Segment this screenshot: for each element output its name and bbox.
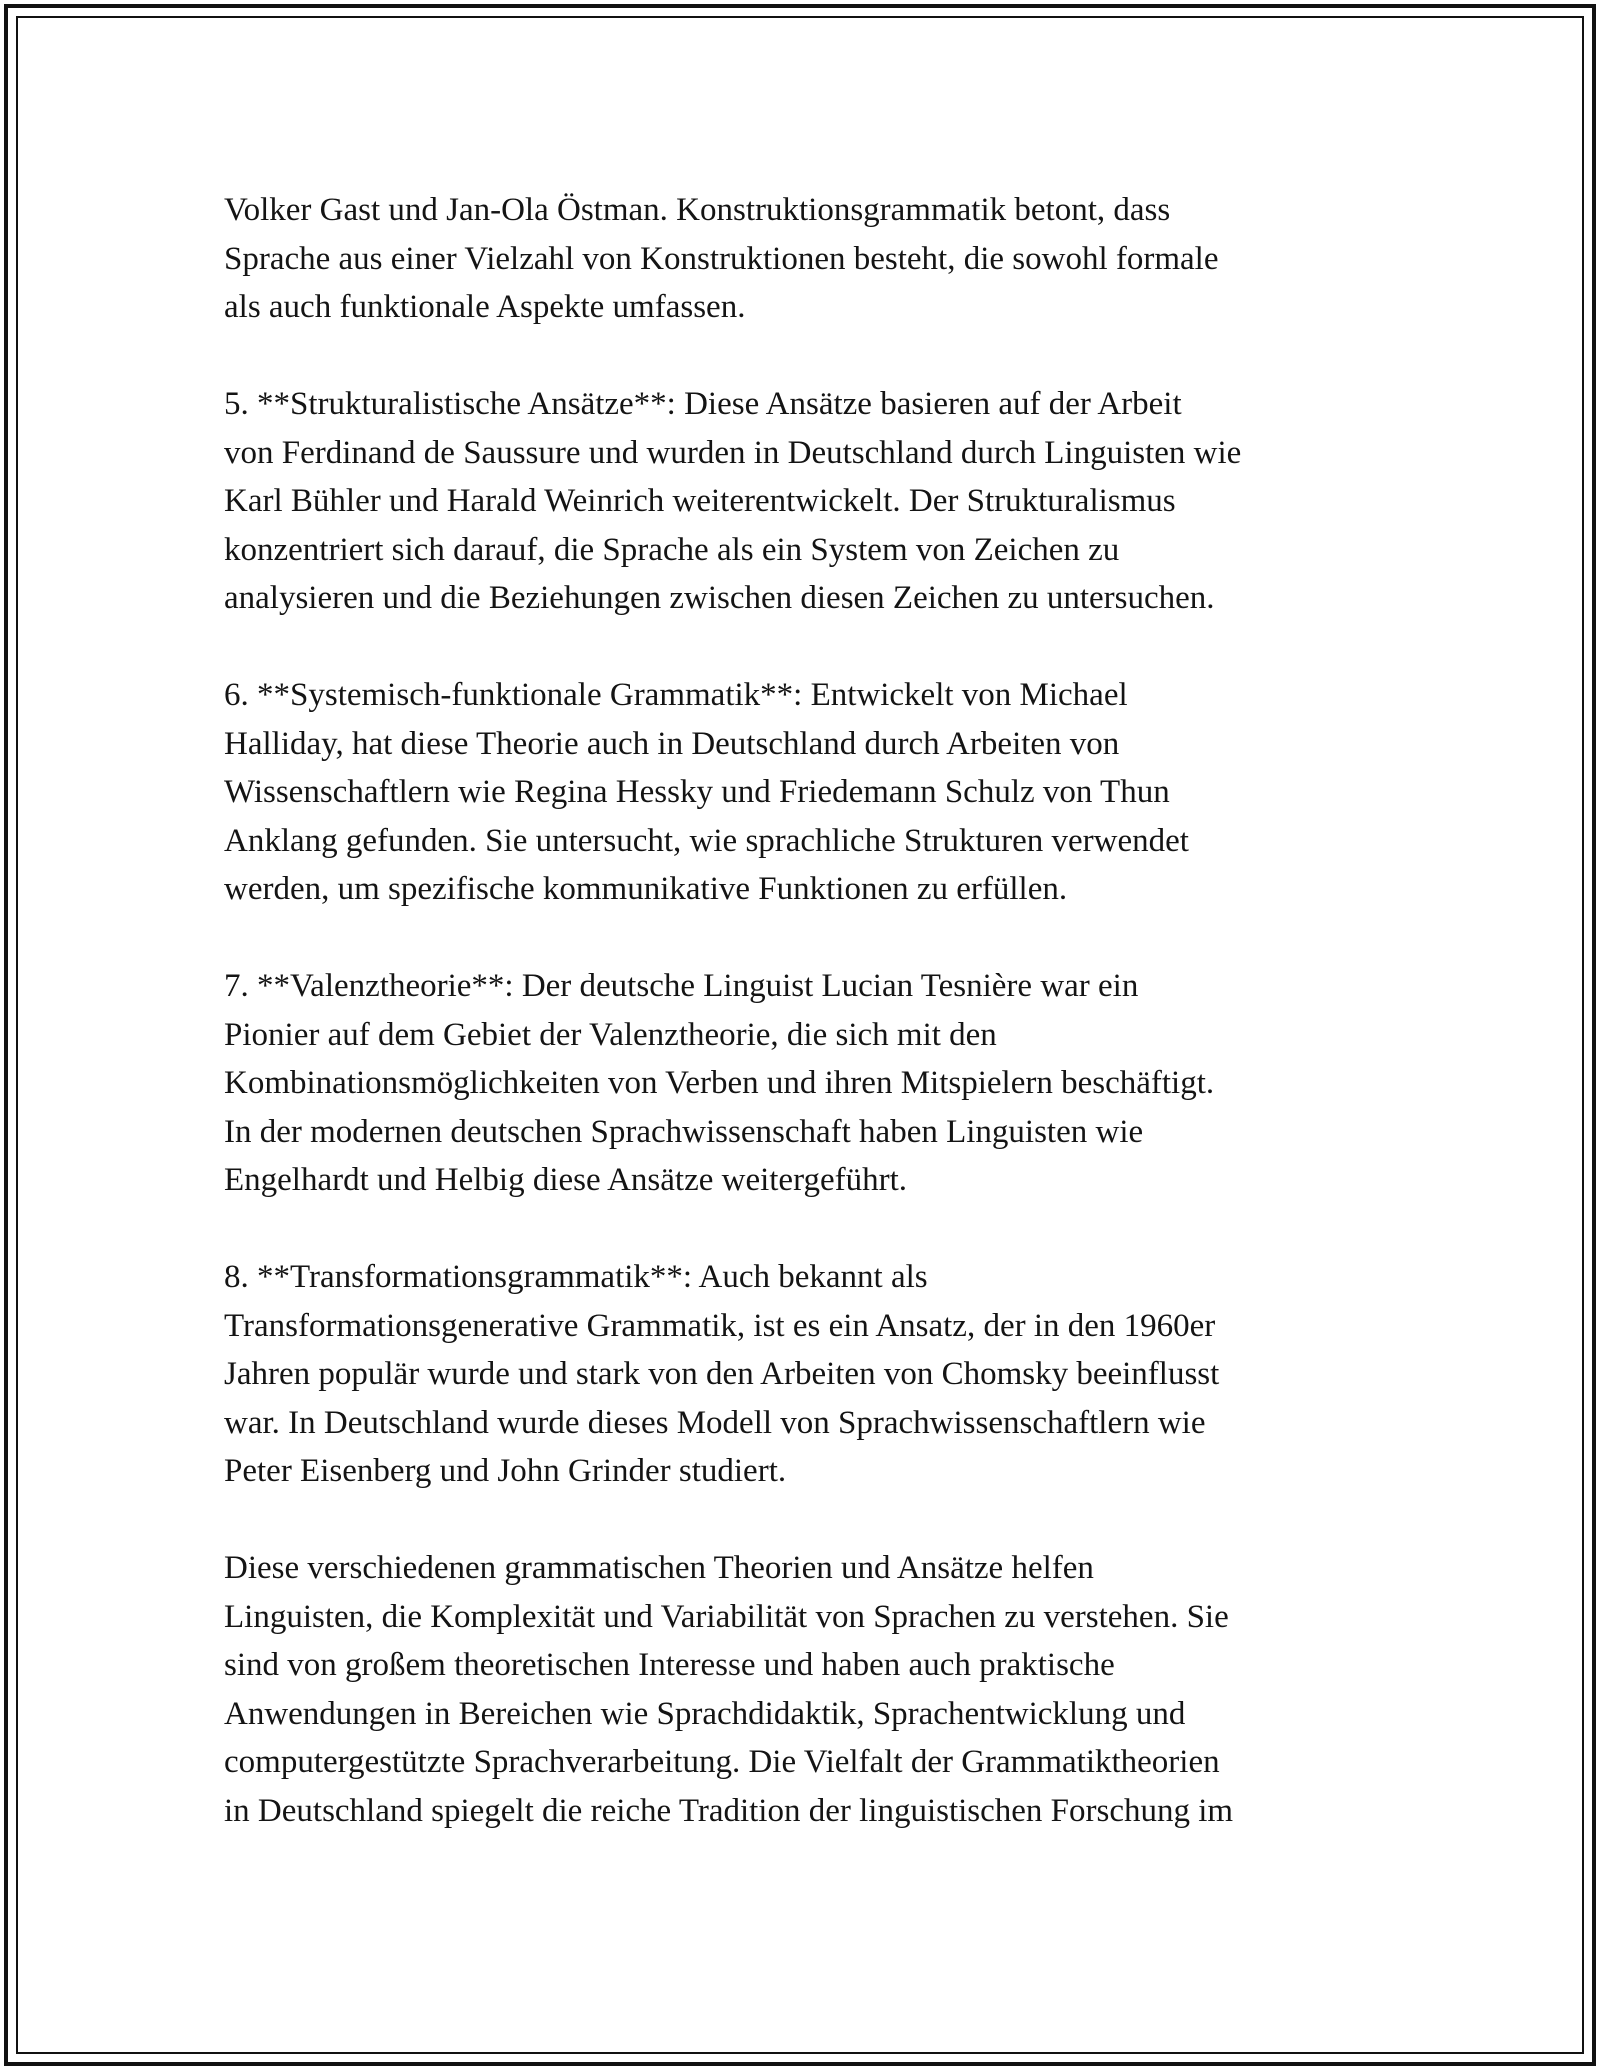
text-line: Transformationsgenerative Grammatik, ist es ein Ansatz, der in den 1960er — [224, 1307, 1216, 1344]
text-line: Volker Gast und Jan-Ola Östman. Konstruktionsgrammatik betont, dass — [224, 192, 1171, 228]
text-line: Sprache aus einer Vielzahl von Konstruktionen besteht, die sowohl formale — [224, 240, 1219, 277]
text-line: 6. **Systemisch-funktionale Grammatik**: Entwickelt von Michael — [224, 677, 1128, 713]
paragraph-valency-theory — [224, 962, 1374, 1205]
text-line: Jahren populär wurde und stark von den Arbeiten von Chomsky beeinflusst — [224, 1356, 1220, 1392]
text-line: konzentriert sich darauf, die Sprache als ein System von Zeichen zu — [224, 531, 1120, 568]
paragraph-structuralist-approaches — [224, 380, 1374, 623]
text-line: In der modernen deutschen Sprachwissenschaft haben Linguisten wie — [224, 1113, 1144, 1150]
text-line: 7. **Valenztheorie**: Der deutsche Linguist Lucian Tesnière war ein — [224, 968, 1139, 1004]
text-line: analysieren und die Beziehungen zwischen diesen Zeichen zu untersuchen. — [224, 580, 1215, 616]
text-line: Pionier auf dem Gebiet der Valenztheorie, die sich mit den — [224, 1016, 997, 1053]
text-line: Peter Eisenberg und John Grinder studiert. — [224, 1453, 787, 1489]
text-line: als auch funktionale Aspekte umfassen. — [224, 289, 746, 325]
text-line: Wissenschaftlern wie Regina Hessky und Friedemann Schulz von Thun — [224, 774, 1170, 810]
text-line: 8. **Transformationsgrammatik**: Auch bekannt als — [224, 1259, 928, 1295]
text-line: werden, um spezifische kommunikative Funktionen zu erfüllen. — [224, 871, 1068, 907]
document-body — [224, 186, 1374, 1884]
text-line: in Deutschland spiegelt die reiche Tradition der linguistischen Forschung im — [224, 1792, 1234, 1829]
text-line: Anwendungen in Bereichen wie Sprachdidaktik, Sprachentwicklung und — [224, 1695, 1186, 1732]
text-line: Karl Bühler und Harald Weinrich weiterentwickelt. Der Strukturalismus — [224, 483, 1176, 519]
paragraph-systemic-functional-grammar — [224, 671, 1374, 914]
text-line: 5. **Strukturalistische Ansätze**: Diese Ansätze basieren auf der Arbeit — [224, 386, 1182, 422]
text-line: Anklang gefunden. Sie untersucht, wie sprachliche Strukturen verwendet — [224, 822, 1189, 859]
paragraph-conclusion — [224, 1544, 1374, 1835]
text-line: Linguisten, die Komplexität und Variabilität von Sprachen zu verstehen. Sie — [224, 1598, 1229, 1635]
text-line: Engelhardt und Helbig diese Ansätze weitergeführt. — [224, 1162, 908, 1198]
text-line: von Ferdinand de Saussure und wurden in Deutschland durch Linguisten wie — [224, 434, 1242, 471]
text-line: sind von großem theoretischen Interesse und haben auch praktische — [224, 1647, 1115, 1683]
text-line: war. In Deutschland wurde dieses Modell von Sprachwissenschaftlern wie — [224, 1404, 1206, 1441]
paragraph-construction-grammar-continued — [224, 186, 1374, 332]
text-line: Diese verschiedenen grammatischen Theorien und Ansätze helfen — [224, 1550, 1094, 1586]
paragraph-transformational-grammar — [224, 1253, 1374, 1496]
text-line: Halliday, hat diese Theorie auch in Deutschland durch Arbeiten von — [224, 725, 1120, 762]
text-line: Kombinationsmöglichkeiten von Verben und ihren Mitspielern beschäftigt. — [224, 1065, 1215, 1101]
text-line: computergestützte Sprachverarbeitung. Die Vielfalt der Grammatiktheorien — [224, 1744, 1220, 1780]
